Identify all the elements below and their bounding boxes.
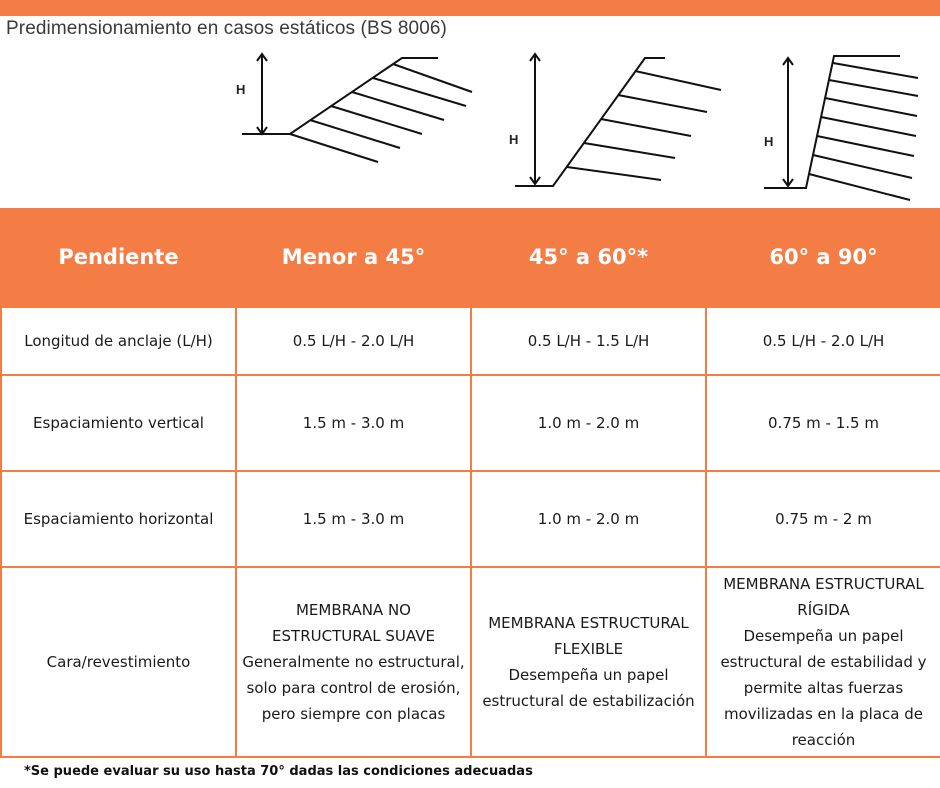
row-label-espaciamiento-vertical: Espaciamiento vertical: [1, 375, 236, 471]
header-pendiente: Pendiente: [1, 208, 236, 307]
cell-line: ESTRUCTURAL SUAVE: [272, 627, 435, 645]
cell-line: reacción: [791, 731, 856, 749]
table-cell-facing-60-90: [706, 567, 940, 757]
table-cell: 0.75 m - 1.5 m: [706, 375, 940, 471]
cell-line: permite altas fuerzas: [743, 679, 904, 697]
header-row: [1, 208, 940, 307]
top-accent-bar: [0, 0, 940, 16]
cell-line: FLEXIBLE: [553, 640, 624, 658]
cell-line: movilizadas en la placa de: [724, 705, 923, 723]
table-cell: 1.0 m - 2.0 m: [471, 471, 706, 567]
table-cell: 0.75 m - 2 m: [706, 471, 940, 567]
table-row: [1, 471, 940, 567]
slope-diagram-less-45: [230, 40, 480, 208]
row-label-espaciamiento-horizontal: Espaciamiento horizontal: [1, 471, 236, 567]
cell-line: MEMBRANA ESTRUCTURAL: [723, 575, 924, 593]
header-menor-45: Menor a 45°: [236, 208, 471, 307]
table-cell: 1.0 m - 2.0 m: [471, 375, 706, 471]
height-label: H: [509, 132, 519, 147]
cell-line: MEMBRANA NO: [295, 601, 411, 619]
table-cell: 0.5 L/H - 2.0 L/H: [236, 307, 471, 375]
header-45-60: 45° a 60°*: [471, 208, 706, 307]
row-label-longitud-anclaje: Longitud de anclaje (L/H): [1, 307, 236, 375]
cell-line: Generalmente no estructural,: [242, 653, 465, 671]
table-cell-facing-menor-45: [236, 567, 471, 757]
height-label: H: [764, 134, 774, 149]
cell-line: RÍGIDA: [797, 601, 850, 619]
slope-diagram-60-90: [750, 40, 930, 208]
table-cell: 0.5 L/H - 2.0 L/H: [706, 307, 940, 375]
table-cell: 0.5 L/H - 1.5 L/H: [471, 307, 706, 375]
header-60-90: 60° a 90°: [706, 208, 940, 307]
table-row: [1, 307, 940, 375]
cell-line: MEMBRANA ESTRUCTURAL: [488, 614, 689, 632]
cell-line: estructural de estabilización: [482, 692, 695, 710]
table-row: [1, 567, 940, 757]
figure-title: Predimensionamiento en casos estáticos (BS 8006): [6, 18, 447, 39]
cell-line: Desempeña un papel: [508, 666, 669, 684]
cell-line: Desempeña un papel: [743, 627, 904, 645]
height-label: H: [236, 82, 246, 97]
slope-diagram-45-60: [495, 40, 735, 208]
cell-line: pero siempre con placas: [261, 705, 446, 723]
cell-line: estructural de estabilidad y: [720, 653, 927, 671]
table-cell-facing-45-60: [471, 567, 706, 757]
footnote: *Se puede evaluar su uso hasta 70° dadas las condiciones adecuadas: [24, 764, 533, 779]
cell-line: solo para control de erosión,: [246, 679, 461, 697]
table-cell: 1.5 m - 3.0 m: [236, 375, 471, 471]
table-row: [1, 375, 940, 471]
table-cell: 1.5 m - 3.0 m: [236, 471, 471, 567]
design-table: [0, 208, 940, 758]
row-label-cara-revestimiento: Cara/revestimiento: [1, 567, 236, 757]
